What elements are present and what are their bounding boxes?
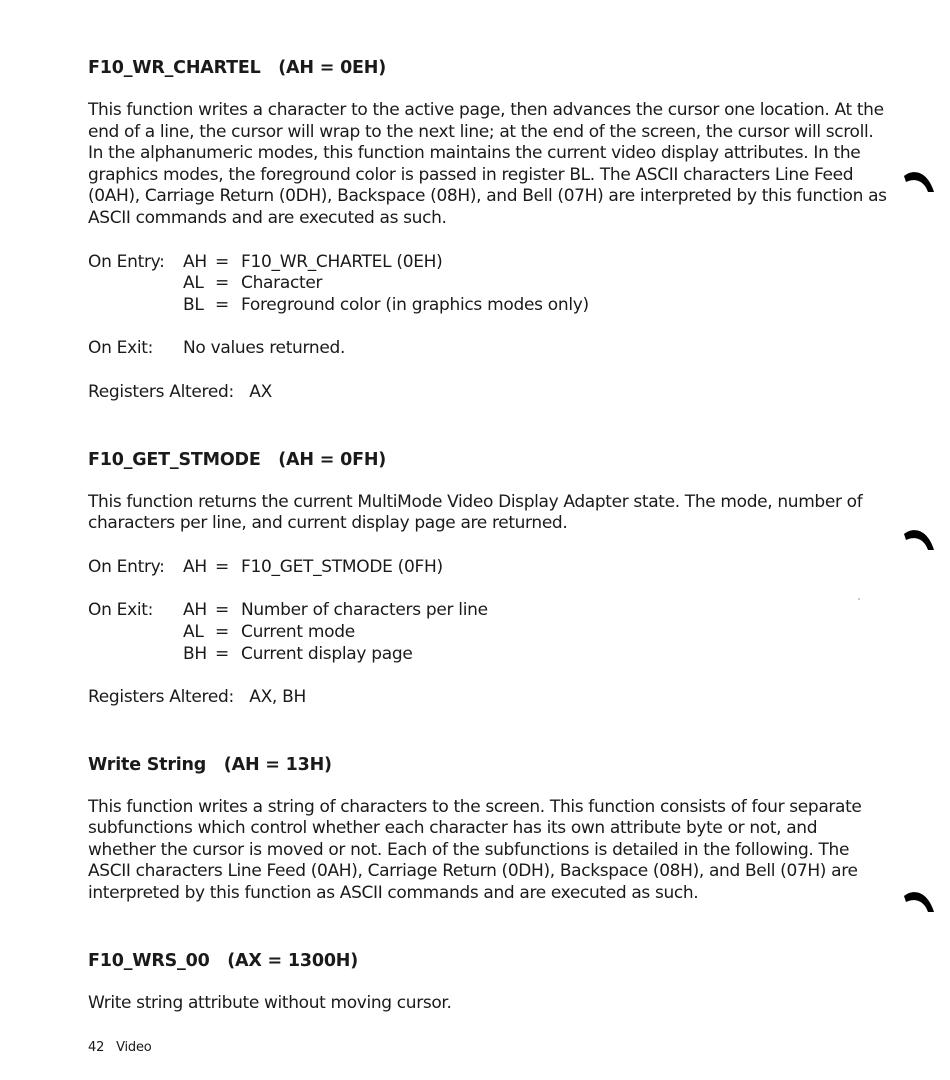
on-exit-block-wr-chartel: [88, 338, 888, 360]
register-entry: [183, 622, 488, 644]
revision-mark-icon: [902, 166, 936, 194]
page-number: 42: [88, 1040, 105, 1055]
register-entry: [183, 295, 589, 317]
on-exit-register-list: [183, 600, 488, 665]
register-value: Current mode: [241, 621, 355, 642]
equals-sign: =: [215, 556, 229, 577]
register-name: AH: [183, 251, 207, 272]
scan-speck: [858, 598, 860, 600]
register-name: AL: [183, 621, 204, 642]
on-entry-label: On Entry:: [88, 556, 165, 577]
on-entry-block-wr-chartel: [88, 252, 888, 317]
register-entry: [183, 273, 589, 295]
on-entry-block-get-stmode: [88, 557, 888, 579]
page-footer: [88, 1040, 152, 1055]
register-name: BH: [183, 643, 207, 664]
register-value: Current display page: [241, 643, 413, 664]
document-page: [88, 56, 888, 1014]
register-entry: [183, 252, 589, 274]
section-heading-wr-chartel: F10_WR_CHARTEL (AH = 0EH): [88, 58, 387, 78]
register-entry: [183, 600, 488, 622]
equals-sign: =: [215, 251, 229, 272]
register-value: Number of characters per line: [241, 600, 488, 621]
section-description-write-string: This function writes a string of characters to the screen. This function consists of four separate subfunctions which control whether each character has its own attribute byte or not, and whether the cursor is moved or not. Each of the subfunctions is detailed in the following. The ASCII characters Line Feed (0AH), Carriage Return (0DH), Backspace (08H), and Bell (07H) are interpreted by this function as ASCII commands and are executed as such.: [88, 796, 862, 904]
equals-sign: =: [215, 621, 229, 642]
register-value: F10_GET_STMODE (0FH): [241, 556, 443, 577]
section-heading-get-stmode: F10_GET_STMODE (AH = 0FH): [88, 449, 387, 470]
on-exit-label: On Exit:: [88, 600, 154, 621]
registers-altered-wr-chartel: Registers Altered: AX: [88, 381, 272, 402]
section-heading-wrs-00: F10_WRS_00 (AX = 1300H): [88, 950, 359, 971]
footer-section-name: Video: [116, 1040, 152, 1055]
register-value: Character: [241, 273, 323, 294]
on-exit-text: No values returned.: [183, 338, 346, 359]
section-heading-write-string: Write String (AH = 13H): [88, 754, 332, 775]
register-name: AL: [183, 273, 204, 294]
on-exit-block-get-stmode: [88, 600, 888, 665]
on-entry-register-list: [183, 252, 589, 317]
registers-altered-get-stmode: Registers Altered: AX, BH: [88, 687, 306, 708]
section-description-get-stmode: This function returns the current MultiMode Video Display Adapter state. The mode, number of characters per line, and current display page are returned.: [88, 491, 863, 534]
equals-sign: =: [215, 600, 229, 621]
register-name: AH: [183, 556, 207, 577]
section-description-wr-chartel: This function writes a character to the active page, then advances the cursor one location. At the end of a line, the cursor will wrap to the next line; at the end of the screen, the cursor will scroll. In the alphanumeric modes, this function maintains the current video display attributes. In the graphics modes, the foreground color is passed in register BL. The ASCII characters Line Feed (0AH), Carriage Return (0DH), Backspace (08H), and Bell (07H) are interpreted by this function as ASCII commands and are executed as such.: [88, 100, 887, 228]
register-value: F10_WR_CHARTEL (0EH): [241, 251, 443, 272]
register-entry: [183, 557, 443, 579]
register-value: Foreground color (in graphics modes only): [241, 294, 589, 315]
register-name: AH: [183, 600, 207, 621]
register-name: BL: [183, 294, 204, 315]
on-entry-register-list: [183, 557, 443, 579]
revision-mark-icon: [902, 886, 936, 914]
on-exit-label: On Exit:: [88, 338, 154, 359]
revision-mark-icon: [902, 524, 936, 552]
on-entry-label: On Entry:: [88, 251, 165, 272]
section-description-wrs-00: Write string attribute without moving cursor.: [88, 992, 452, 1013]
equals-sign: =: [215, 643, 229, 664]
equals-sign: =: [215, 294, 229, 315]
equals-sign: =: [215, 273, 229, 294]
register-entry: [183, 644, 488, 666]
